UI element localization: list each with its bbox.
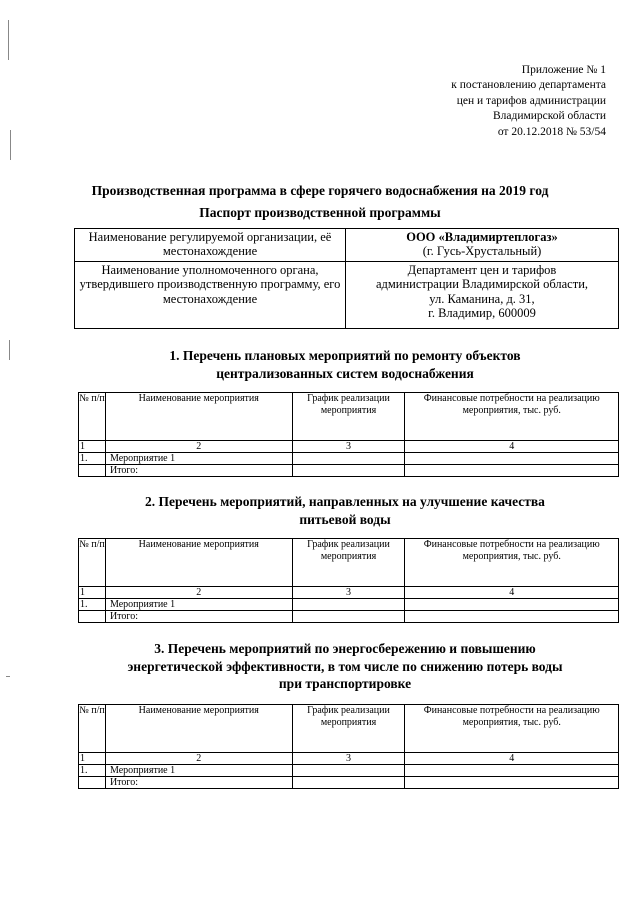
- column-number: 2: [105, 753, 292, 765]
- row-schedule: [292, 453, 405, 465]
- authority-line: г. Владимир, 600009: [428, 306, 536, 321]
- appendix-line: Приложение № 1: [521, 64, 606, 76]
- total-schedule: [292, 777, 405, 789]
- row-name: Мероприятие 1: [105, 453, 292, 465]
- events-table: [78, 704, 619, 789]
- header-name: Наименование мероприятия: [105, 393, 292, 441]
- header-name: Наименование мероприятия: [105, 705, 292, 753]
- header-name: Наименование мероприятия: [105, 539, 292, 587]
- appendix-line: Владимирской области: [492, 110, 606, 123]
- appendix-block: [451, 63, 606, 140]
- passport-value: [346, 229, 619, 262]
- column-number-row: [79, 753, 619, 765]
- column-number: 3: [292, 753, 405, 765]
- total-row: [79, 611, 619, 623]
- section-title: [120, 347, 570, 382]
- header-schedule: График реализации мероприятия: [292, 393, 405, 441]
- row-number: 1.: [79, 599, 106, 611]
- section-title-line: при транспортировке: [278, 676, 412, 691]
- scan-mark: [6, 676, 10, 677]
- total-label: Итого:: [105, 777, 292, 789]
- header-finance: Финансовые потребности на реализацию мероприятия, тыс. руб.: [405, 393, 619, 441]
- section-title-line: 3. Перечень мероприятий по энергосбережению и повышению: [154, 641, 536, 656]
- header-finance: Финансовые потребности на реализацию мероприятия, тыс. руб.: [405, 705, 619, 753]
- table-row: [79, 453, 619, 465]
- row-finance: [405, 599, 619, 611]
- scan-mark: [9, 340, 10, 360]
- organization-city: (г. Гусь-Хрустальный): [422, 244, 542, 259]
- header-schedule: График реализации мероприятия: [292, 539, 405, 587]
- passport-row: [75, 229, 619, 262]
- column-number: 1: [79, 587, 106, 599]
- passport-value: [346, 262, 619, 329]
- total-num: [79, 611, 106, 623]
- authority-line: Департамент цен и тарифов: [407, 263, 557, 277]
- row-schedule: [292, 765, 405, 777]
- total-finance: [405, 777, 619, 789]
- table-row: [79, 765, 619, 777]
- row-schedule: [292, 599, 405, 611]
- header-num: № п/п: [79, 539, 106, 587]
- scan-mark: [8, 20, 9, 60]
- scan-mark: [10, 130, 11, 160]
- total-num: [79, 465, 106, 477]
- authority-line: администрации Владимирской области,: [375, 277, 589, 292]
- appendix-line: цен и тарифов администрации: [456, 94, 606, 107]
- appendix-line: к постановлению департамента: [451, 79, 606, 92]
- header-finance: Финансовые потребности на реализацию мероприятия, тыс. руб.: [405, 539, 619, 587]
- document-title: Производственная программа в сфере горячего водоснабжения на 2019 год: [91, 183, 549, 198]
- column-number: 1: [79, 753, 106, 765]
- total-num: [79, 777, 106, 789]
- column-number-row: [79, 441, 619, 453]
- passport-label: Наименование регулируемой организации, её местонахождение: [75, 229, 346, 262]
- column-number: 2: [105, 587, 292, 599]
- passport-title: Паспорт производственной программы: [199, 205, 441, 220]
- total-schedule: [292, 465, 405, 477]
- passport-row: [75, 262, 619, 329]
- column-number: 4: [405, 587, 619, 599]
- row-number: 1.: [79, 765, 106, 777]
- column-number: 3: [292, 587, 405, 599]
- header-num: № п/п: [79, 393, 106, 441]
- total-row: [79, 465, 619, 477]
- section-title: [120, 493, 570, 528]
- section-title: [100, 640, 590, 693]
- table-header-row: [79, 705, 619, 753]
- table-row: [79, 599, 619, 611]
- section-title-line: энергетической эффективности, в том числе по снижению потерь воды: [127, 658, 563, 674]
- organization-name: ООО «Владимиртеплогаз»: [406, 230, 558, 244]
- row-finance: [405, 765, 619, 777]
- passport-label: Наименование уполномоченного органа, утвердившего производственную программу, его местонахождение: [75, 262, 346, 329]
- authority-line: ул. Каманина, д. 31,: [429, 291, 535, 306]
- column-number-row: [79, 587, 619, 599]
- header-schedule: График реализации мероприятия: [292, 705, 405, 753]
- passport-table: [74, 228, 619, 329]
- section-title-line: питьевой воды: [299, 511, 391, 527]
- table-header-row: [79, 393, 619, 441]
- column-number: 4: [405, 441, 619, 453]
- total-schedule: [292, 611, 405, 623]
- section-title-line: централизованных систем водоснабжения: [216, 365, 474, 381]
- header-num: № п/п: [79, 705, 106, 753]
- total-label: Итого:: [105, 611, 292, 623]
- row-finance: [405, 453, 619, 465]
- table-header-row: [79, 539, 619, 587]
- total-finance: [405, 611, 619, 623]
- total-finance: [405, 465, 619, 477]
- row-number: 1.: [79, 453, 106, 465]
- appendix-line: от 20.12.2018 № 53/54: [497, 125, 606, 138]
- section-title-line: 1. Перечень плановых мероприятий по ремонту объектов: [169, 348, 521, 363]
- events-table: [78, 538, 619, 623]
- column-number: 3: [292, 441, 405, 453]
- total-label: Итого:: [105, 465, 292, 477]
- row-name: Мероприятие 1: [105, 765, 292, 777]
- column-number: 1: [79, 441, 106, 453]
- row-name: Мероприятие 1: [105, 599, 292, 611]
- section-title-line: 2. Перечень мероприятий, направленных на улучшение качества: [145, 494, 545, 509]
- column-number: 2: [105, 441, 292, 453]
- events-table: [78, 392, 619, 477]
- total-row: [79, 777, 619, 789]
- column-number: 4: [405, 753, 619, 765]
